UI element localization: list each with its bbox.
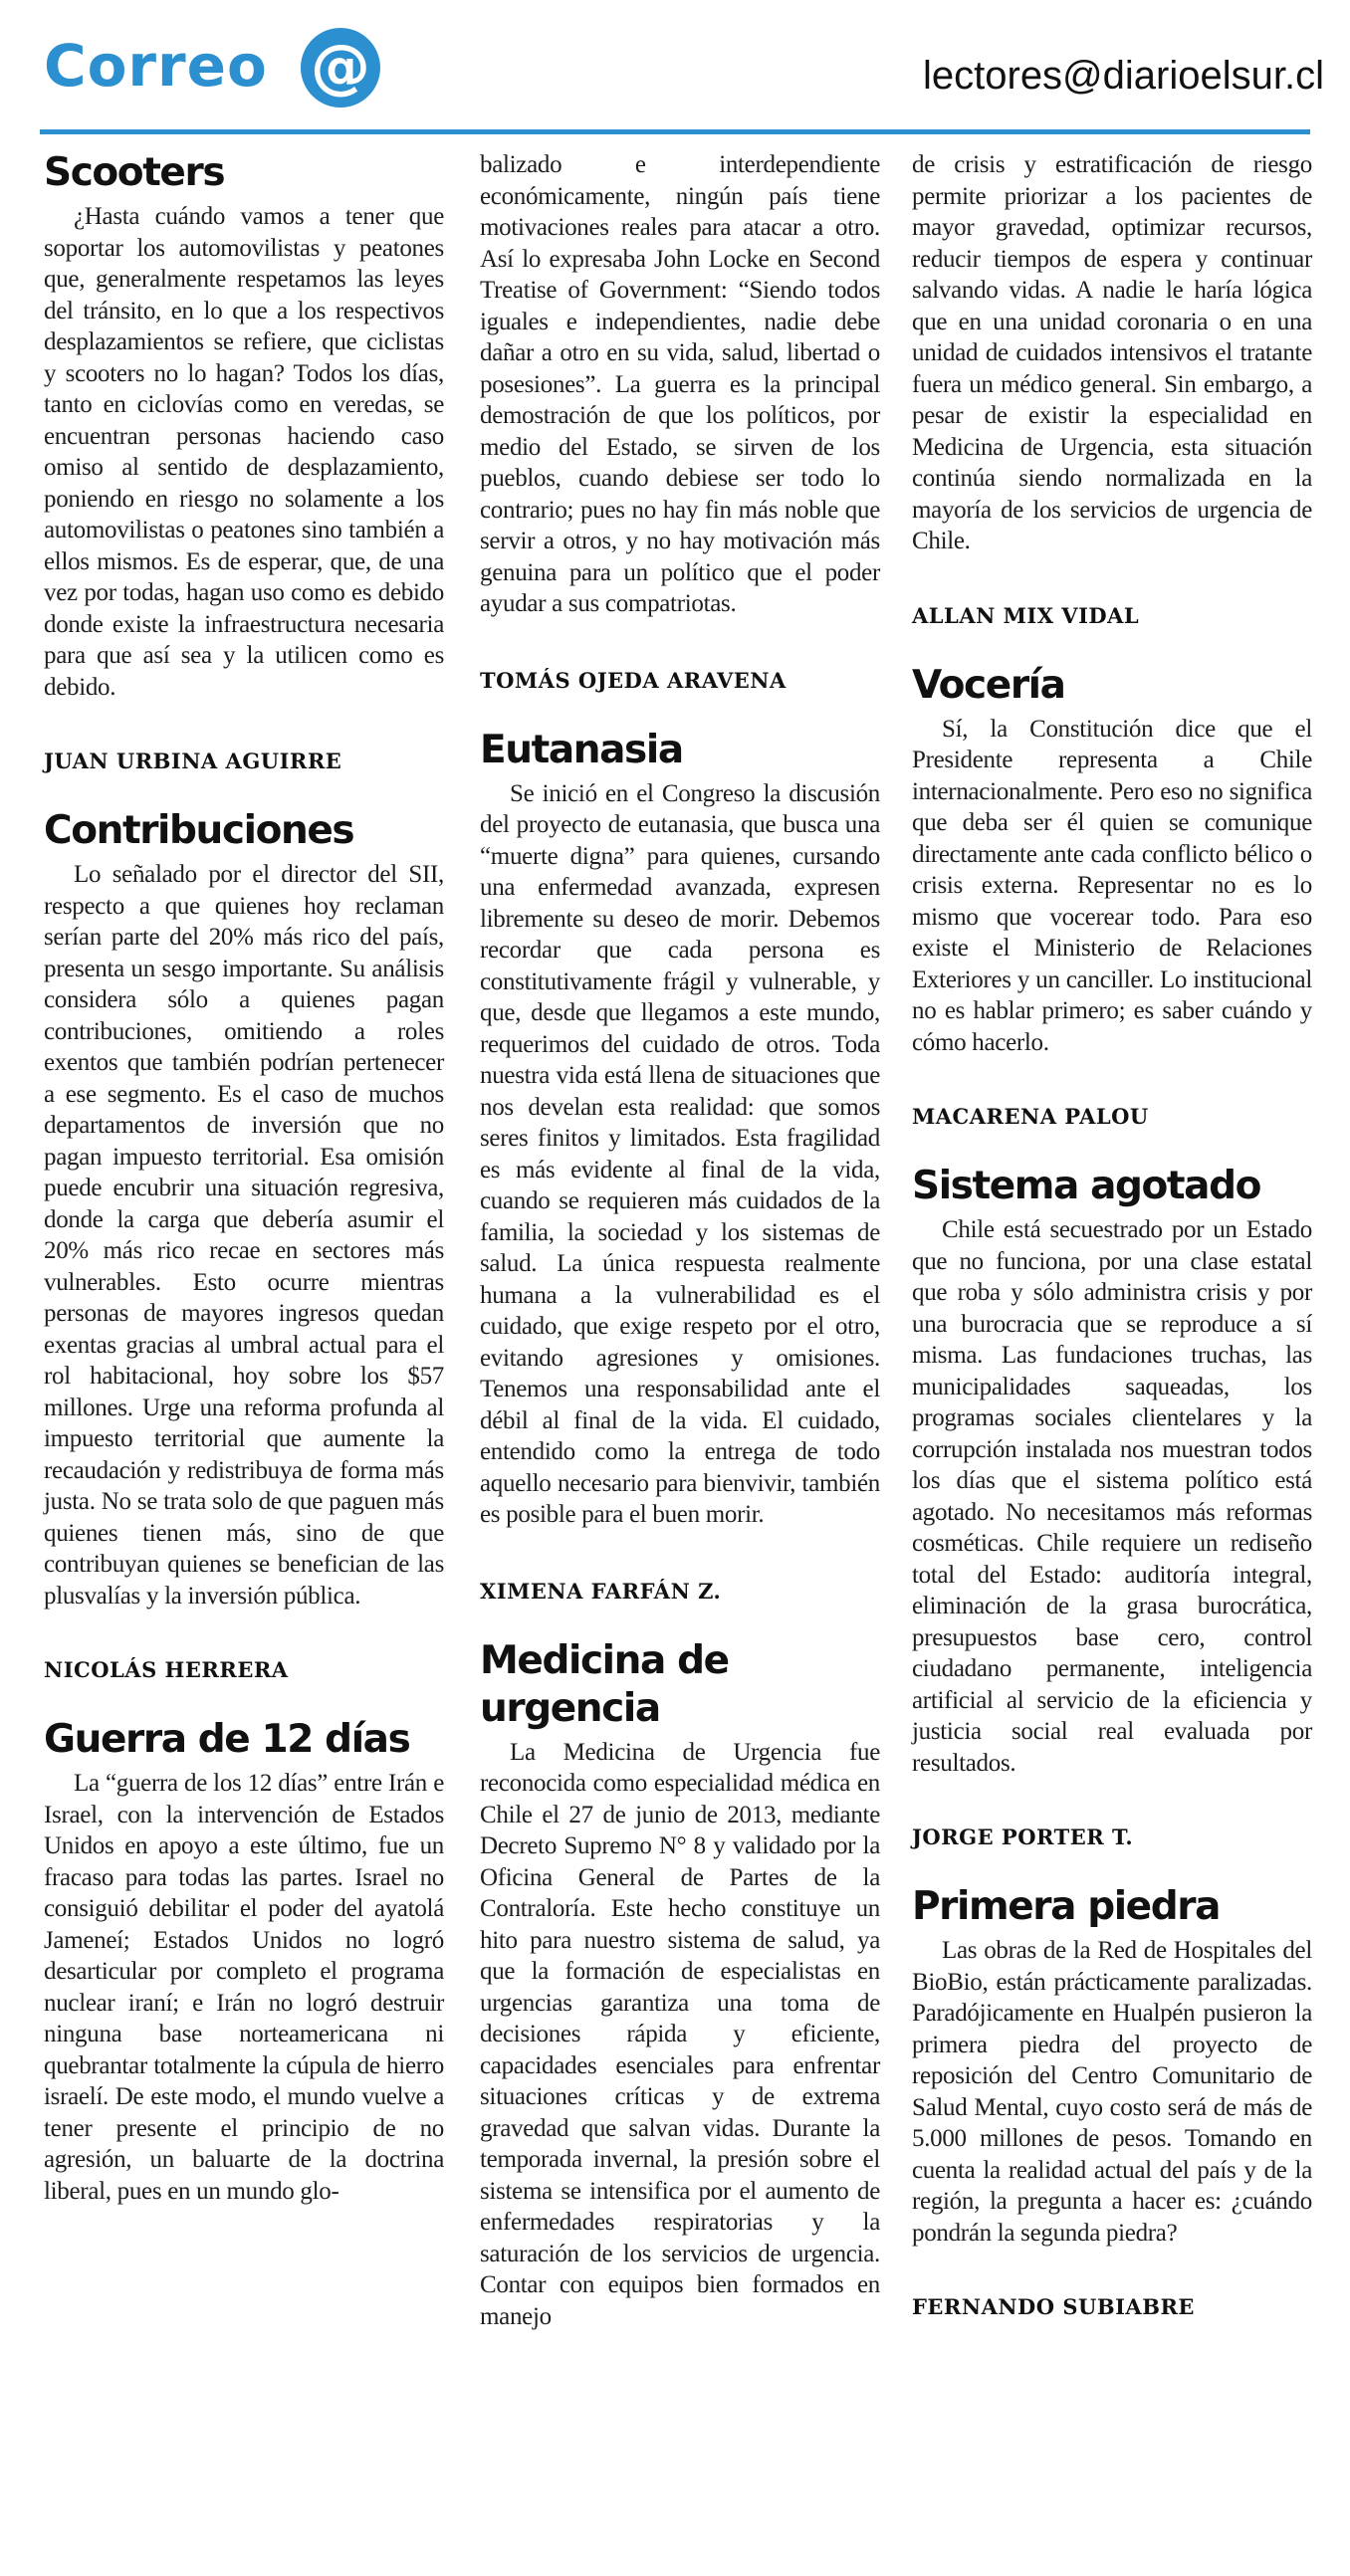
letter-body-voceria: Sí, la Constitución dice que el Presidente representa a Chile internacionalmente. Pero eso no significa que deba ser él quien se comunique directamente ante cada conflicto bélico o crisis externa. Representar no es lo mismo que vocerear todo. Para eso existe el Ministerio de Relaciones Exteriores y un canciller. Lo institucional no es hablar primero; es saber cuándo y cómo hacerlo. (912, 715, 1312, 1056)
letter-author: TOMÁS OJEDA ARAVENA (480, 667, 787, 693)
letter-author: MACARENA PALOU (912, 1104, 1149, 1129)
letter-title-contribuciones: Contribuciones (44, 808, 354, 853)
letter-body-scooters: ¿Hasta cuándo vamos a tener que soportar los automovilistas y peatones que, generalmente respetamos las leyes del tránsito, en lo que a los respectivos desplazamientos se refiere, que ciclistas y scooters no lo hagan? Todos los días, tanto en ciclovías como en veredas, se encuentran personas haciendo caso omiso al sentido de desplazamiento, poniendo en riesgo no solamente a los automovilistas o peatones sino también a ellos mismos. Es de esperar, que, de una vez por todas, hagan uso como es debido donde existe la infraestructura necesaria para que así sea y la utilicen como es debido. (44, 203, 444, 701)
letter-author: NICOLÁS HERRERA (44, 1657, 289, 1682)
letter-title-voceria: Vocería (912, 662, 1065, 708)
letter-title-guerra: Guerra de 12 días (44, 1717, 410, 1762)
letter-author: JUAN URBINA AGUIRRE (44, 749, 342, 773)
column-3 (912, 149, 1312, 2353)
letter-author: ALLAN MIX VIDAL (912, 602, 1140, 628)
at-sign-logo: @ (301, 28, 380, 107)
contact-email: lectores@diarioelsur.cl (923, 54, 1324, 98)
letter-title-scooters: Scooters (44, 150, 225, 195)
letter-body-guerra-continued: balizado e interdependiente económicamente, ningún país tiene motivaciones reales para atacar a otro. Así lo expresaba John Locke en Second Treatise of Government: “Siendo todos iguales e independientes, nadie debe dañar a otro en su vida, salud, libertad o posesiones”. La guerra es la principal demostración de que los políticos, por medio del Estado, se sirven de los pueblos, cuando debiese ser todo lo contrario; pues no hay fin más noble que servir a otros, y no hay motivación más genuina para un político que el poder ayudar a sus compatriotas. (480, 151, 880, 617)
letter-body-primera-piedra: Las obras de la Red de Hospitales del BioBio, están prácticamente paralizadas. Paradójicamente en Hualpén pusieron la primera piedra del proyecto de reposición del Centro Comunitario de Salud Mental, cuyo costo será de más de 5.000 millones de pesos. Tomando en cuenta la realidad actual del país y de la región, la pregunta a hacer es: ¿cuándo pondrán la segunda piedra? (912, 1937, 1312, 2247)
header-divider (40, 129, 1310, 134)
letter-title-sistema: Sistema agotado (912, 1164, 1260, 1208)
section-title: Correo (44, 32, 268, 100)
column-2 (480, 149, 880, 2332)
letter-title-medicina: Medicina de urgencia (480, 1637, 729, 1731)
letter-body-medicina-continued: de crisis y estratificación de riesgo permite priorizar a los pacientes de mayor gravedad, optimizar recursos, reducir tiempos de espera y continuar salvando vidas. A nadie le haría lógica que en una unidad coronaria o en una unidad de cuidados intensivos el tratante fuera un médico general. Sin embargo, a pesar de existir la especialidad en Medicina de Urgencia, esta situación continúa siendo normalizada en la mayoría de los servicios de urgencia de Chile. (912, 151, 1312, 554)
masthead (40, 24, 1324, 123)
letter-body-eutanasia: Se inició en el Congreso la discusión del proyecto de eutanasia, que busca una “muerte digna” para quienes, cursando una enfermedad avanzada, expresen libremente su deseo de morir. Debemos recordar que cada persona es constitutivamente frágil y vulnerable, y que, desde que llegamos a este mundo, requerimos del cuidado de otros. Toda nuestra vida está llena de situaciones que nos develan esta realidad: que somos seres finitos y limitados. Esta fragilidad es más evidente al final de la vida, cuando se requieren más cuidados de la familia, la sociedad y los sistemas de salud. La única respuesta realmente humana a la vulnerabilidad es el cuidado, que exige respeto por el otro, evitando agresiones y omisiones. Tenemos una responsabilidad ante el débil al final de la vida. El cuidado, entendido como la entrega de todo aquello necesario para bienvivir, también es posible para el buen morir. (480, 779, 880, 1528)
letter-body-sistema: Chile está secuestrado por un Estado que no funciona, por una clase estatal que roba y sólo administra crisis y por una burocracia que se reproduce a sí misma. Las fundaciones truchas, las municipalidades saqueadas, los programas sociales clientelares y la corrupción instalada nos muestran todos los días que el sistema político está agotado. No necesitamos más reformas cosméticas. Chile requiere un rediseño total del Estado: auditoría integral, eliminación de la grasa burocrática, presupuestos base cero, control ciudadano permanente, inteligencia artificial al servicio de la eficiencia y justicia social real evaluada por resultados. (912, 1216, 1312, 1777)
letter-title-eutanasia: Eutanasia (480, 727, 683, 772)
letter-author: FERNANDO SUBIABRE (912, 2294, 1195, 2319)
letter-body-contribuciones: Lo señalado por el director del SII, respecto a que quienes hoy reclaman serían parte del 20% más rico del país, presenta un sesgo importante. Su análisis considera sólo a quienes pagan contribuciones, omitiendo a roles exentos que también podrían pertenecer a ese segmento. Es el caso de muchos departamentos de inversión que no pagan impuesto territorial. Esa omisión puede encubrir una situación regresiva, donde la carga que debería asumir el 20% más rico recae en sectores más vulnerables. Esto ocurre mientras personas de mayores ingresos quedan exentas gracias al umbral actual para el rol habitacional, hoy sobre los $57 millones. Urge una reforma profunda al impuesto territorial que aumente la recaudación y redistribuya de forma más justa. No se trata solo de que paguen más quienes tienen más, sino de que contribuyan quienes se benefician de las plusvalías y la inversión pública. (44, 861, 444, 1610)
letter-body-medicina: La Medicina de Urgencia fue reconocida como especialidad médica en Chile el 27 de junio de 2013, mediante Decreto Supremo N° 8 y validado por la Oficina General de Partes de la Contraloría. Este hecho constituye un hito para nuestro sistema de salud, ya que la formación de especialistas en urgencias garantiza una toma de decisiones rápida y eficiente, capacidades esenciales para enfrentar situaciones críticas y de extrema gravedad que salvan vidas. Durante la temporada invernal, la presión sobre el sistema se intensifica por el aumento de enfermedades respiratorias y la saturación de los servicios de urgencia. Contar con equipos bien formados en manejo (480, 1738, 880, 2330)
column-1 (44, 149, 444, 2207)
letter-body-guerra: La “guerra de los 12 días” entre Irán e Israel, con la intervención de Estados Unidos en apoyo a este último, fue un fracaso para todas las partes. Israel no consiguió debilitar el poder del ayatolá Jameneí; Estados Unidos no logró desarticular por completo el programa nuclear iraní; e Irán no logró destruir ninguna base norteamericana ni quebrantar totalmente la cúpula de hierro israelí. De este modo, el mundo vuelve a tener presente el principio de no agresión, un baluarte de la doctrina liberal, pues en un mundo glo- (44, 1770, 444, 2205)
letter-author: XIMENA FARFÁN Z. (480, 1578, 722, 1604)
letter-author: JORGE PORTER T. (912, 1825, 1134, 1849)
letter-title-primera-piedra: Primera piedra (912, 1884, 1221, 1929)
